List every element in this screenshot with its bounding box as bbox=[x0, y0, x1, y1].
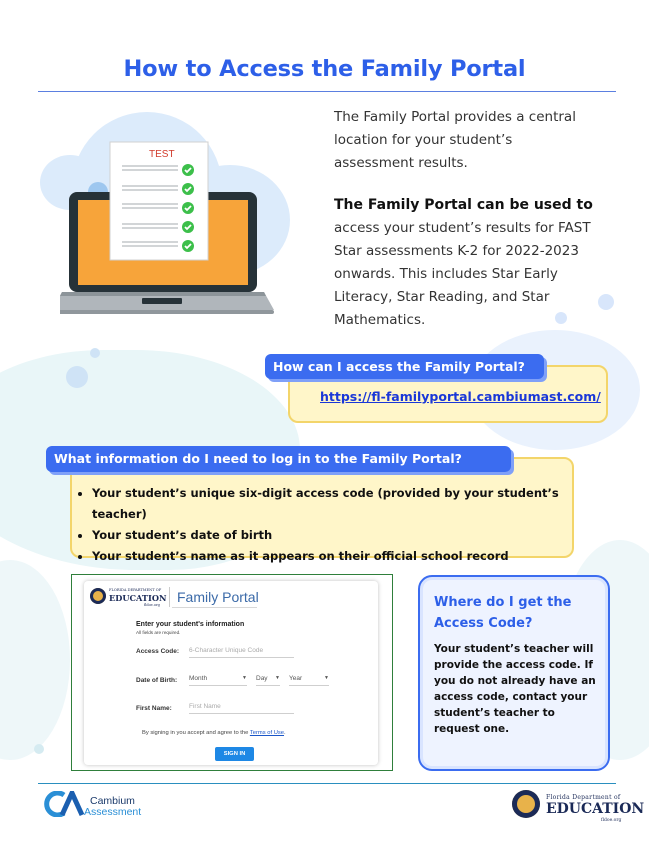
cambium-name: Cambium bbox=[90, 795, 135, 807]
portal-screenshot bbox=[71, 574, 393, 771]
chevron-down-icon: ▼ bbox=[275, 675, 280, 681]
day-value: Day bbox=[256, 675, 268, 682]
fdoe-footer-main: EDUCATION bbox=[546, 801, 645, 817]
form-title: Enter your student's information bbox=[136, 621, 245, 628]
terms-link[interactable]: Terms of Use bbox=[249, 730, 285, 736]
access-code-text: Your student’s teacher will provide the access code. If you do not already have an access code, contact your student’s teacher to request one. bbox=[434, 643, 596, 735]
test-label: TEST bbox=[149, 149, 175, 160]
year-select[interactable] bbox=[289, 675, 329, 686]
first-name-input[interactable]: First Name bbox=[189, 703, 294, 714]
footer-divider bbox=[38, 783, 616, 784]
fdoe-logo-top: FLORIDA DEPARTMENT OF bbox=[109, 588, 162, 592]
fdoe-footer-top: Florida Department of bbox=[546, 794, 621, 801]
terms-suffix: . bbox=[284, 730, 286, 736]
bg-bubble bbox=[90, 348, 100, 358]
access-code-callout bbox=[418, 575, 610, 771]
info-heading: What information do I need to log in to the Family Portal? bbox=[46, 446, 511, 472]
fdoe-footer-sub: fldoe.org bbox=[601, 818, 622, 823]
cambium-logo-icon bbox=[44, 791, 86, 817]
info-list bbox=[70, 483, 592, 567]
access-code-heading: Where do I get the Access Code? bbox=[434, 595, 572, 631]
intro-paragraph-2 bbox=[334, 194, 594, 332]
fdoe-logo-sub: fldoe.org bbox=[144, 603, 160, 607]
title-divider bbox=[38, 91, 616, 92]
bg-bubble bbox=[34, 744, 44, 754]
portal-login-card bbox=[84, 581, 378, 765]
bg-blob bbox=[0, 560, 70, 760]
dob-label: Date of Birth: bbox=[136, 677, 178, 684]
access-heading: How can I access the Family Portal? bbox=[265, 354, 544, 379]
terms-text bbox=[142, 730, 286, 736]
access-code-input[interactable]: 6-Character Unique Code bbox=[189, 647, 294, 658]
terms-prefix: By signing in you accept and agree to the bbox=[142, 730, 250, 736]
bg-bubble bbox=[598, 294, 614, 310]
list-item: • Your student’s unique six-digit access code (provided by your student’s teacher) bbox=[92, 483, 592, 525]
bg-bubble bbox=[66, 366, 88, 388]
list-item: • Your student’s date of birth bbox=[92, 525, 592, 546]
fdoe-logo-main: EDUCATION bbox=[109, 593, 167, 603]
chevron-down-icon: ▼ bbox=[242, 675, 247, 681]
first-name-label: First Name: bbox=[136, 705, 172, 712]
fdoe-seal-icon bbox=[90, 588, 106, 604]
cambium-subname: Assessment bbox=[84, 806, 142, 818]
year-value: Year bbox=[289, 675, 303, 682]
intro-body: access your student’s results for FAST Star assessments K-2 for 2022-2023 onwards. This includes Star Early Literacy, Star Reading, and Star Mathematics. bbox=[334, 220, 591, 328]
required-note: All fields are required. bbox=[136, 630, 181, 635]
header-divider bbox=[169, 587, 170, 607]
tab-underline bbox=[172, 607, 257, 608]
sign-in-button[interactable]: SIGN IN bbox=[215, 747, 254, 761]
chevron-down-icon: ▼ bbox=[324, 675, 329, 681]
month-select[interactable] bbox=[189, 675, 247, 686]
page-title: How to Access the Family Portal bbox=[123, 56, 526, 82]
family-portal-link[interactable]: https://fl-familyportal.cambiumast.com/ bbox=[320, 389, 601, 404]
laptop-illustration bbox=[60, 140, 320, 320]
intro-lead: The Family Portal can be used to bbox=[334, 197, 593, 213]
fdoe-seal-icon bbox=[512, 790, 540, 818]
intro-text bbox=[334, 106, 594, 332]
list-item: • Your student’s name as it appears on their official school record bbox=[92, 546, 592, 567]
intro-paragraph: The Family Portal provides a central location for your student’s assessment results. bbox=[334, 109, 576, 171]
access-code-label: Access Code: bbox=[136, 648, 179, 655]
day-select[interactable] bbox=[256, 675, 280, 686]
portal-app-title: Family Portal bbox=[177, 589, 259, 605]
month-value: Month bbox=[189, 675, 208, 682]
